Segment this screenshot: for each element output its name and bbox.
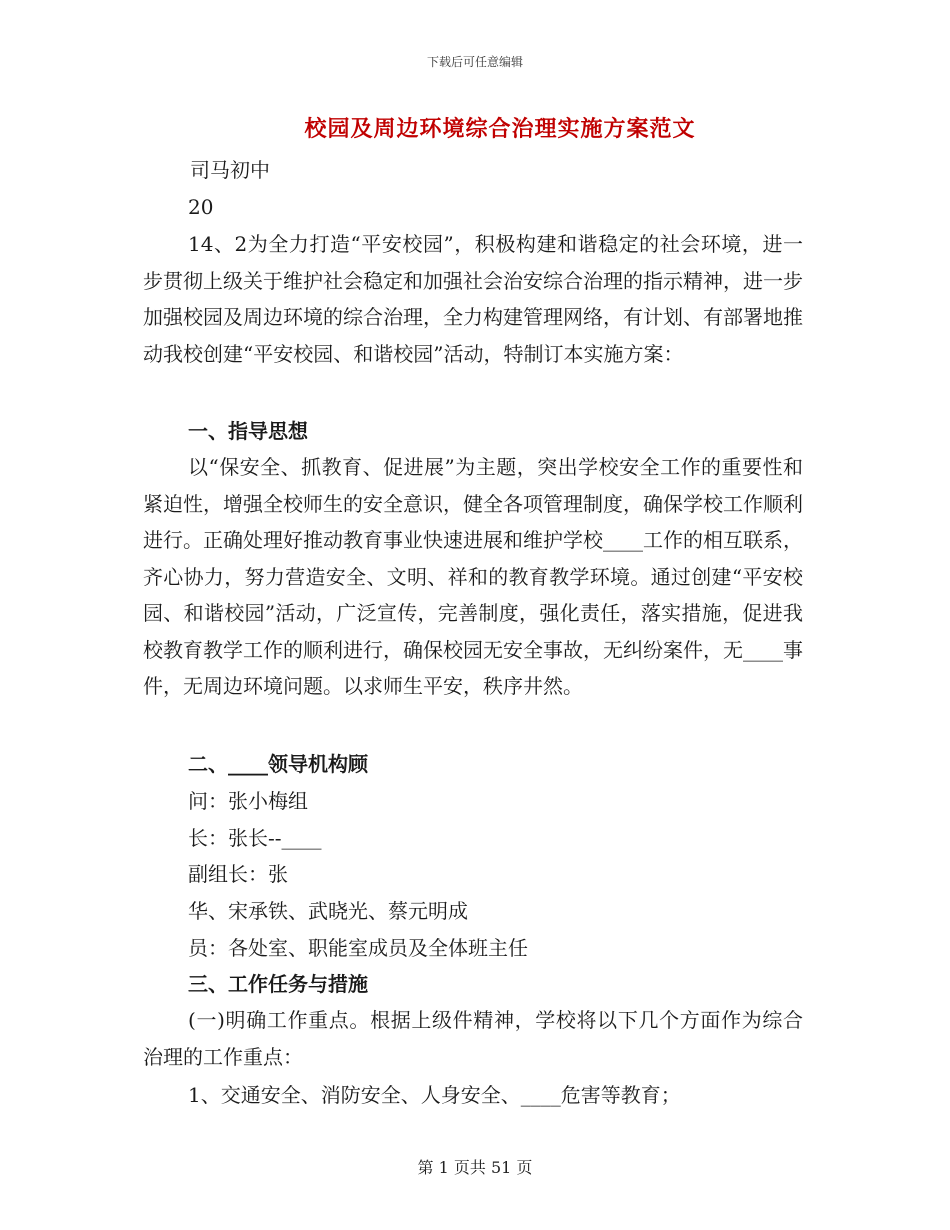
document-title: 校园及周边环境综合治理实施方案范文 — [304, 116, 696, 142]
section2-line: 问：张小梅组 — [188, 789, 308, 813]
section1-heading: 一、指导思想 — [188, 419, 308, 443]
section3-paragraph: (一)明确工作重点。根据上级件精神，学校将以下几个方面作为综合治理的工作重点： — [143, 1008, 803, 1069]
list-item: 1、交通安全、消防安全、人身安全、____危害等教育； — [188, 1083, 681, 1107]
section2-line: 副组长：张 — [188, 862, 288, 886]
section2-line: 长：张长--____ — [188, 826, 322, 850]
section2-line: 华、宋承铁、武晓光、蔡元明成 — [188, 899, 468, 923]
section3-heading: 三、工作任务与措施 — [188, 972, 368, 996]
intro-paragraph: 14、2为全力打造“平安校园”，积极构建和谐稳定的社会环境，进一步贯彻上级关于维护社会稳定和加强社会治安综合治理的指示精神，进一步加强校园及周边环境的综合治理，全力构建管理网络，有计划、有部署地推动我校创建“平安校园、和谐校园”活动，特制订本实施方案： — [143, 232, 803, 366]
section2-heading: 二、____领导机构顾 — [188, 752, 368, 776]
section2-line: 员：各处室、职能室成员及全体班主任 — [188, 936, 528, 960]
author-line: 司马初中 — [190, 158, 270, 182]
section1-paragraph: 以“保安全、抓教育、促进展”为主题，突出学校安全工作的重要性和紧迫性，增强全校师生的安全意识，健全各项管理制度，确保学校工作顺利进行。正确处理好推动教育事业快速进展和维护学校____工作的相互联系，齐心协力，努力营造安全、文明、祥和的教育教学环境。通过创建“平安校园、和谐校园”活动，广泛宣传，完善制度，强化责任，落实措施，促进我校教育教学工作的顺利进行，确保校园无安全事故，无纠纷案件，无____事件，无周边环境问题。以求师生平安，秩序井然。 — [143, 455, 803, 698]
date-line: 20 — [188, 195, 214, 219]
header-note: 下载后可任意编辑 — [426, 55, 523, 69]
page-footer: 第 1 页共 51 页 — [417, 1158, 533, 1177]
